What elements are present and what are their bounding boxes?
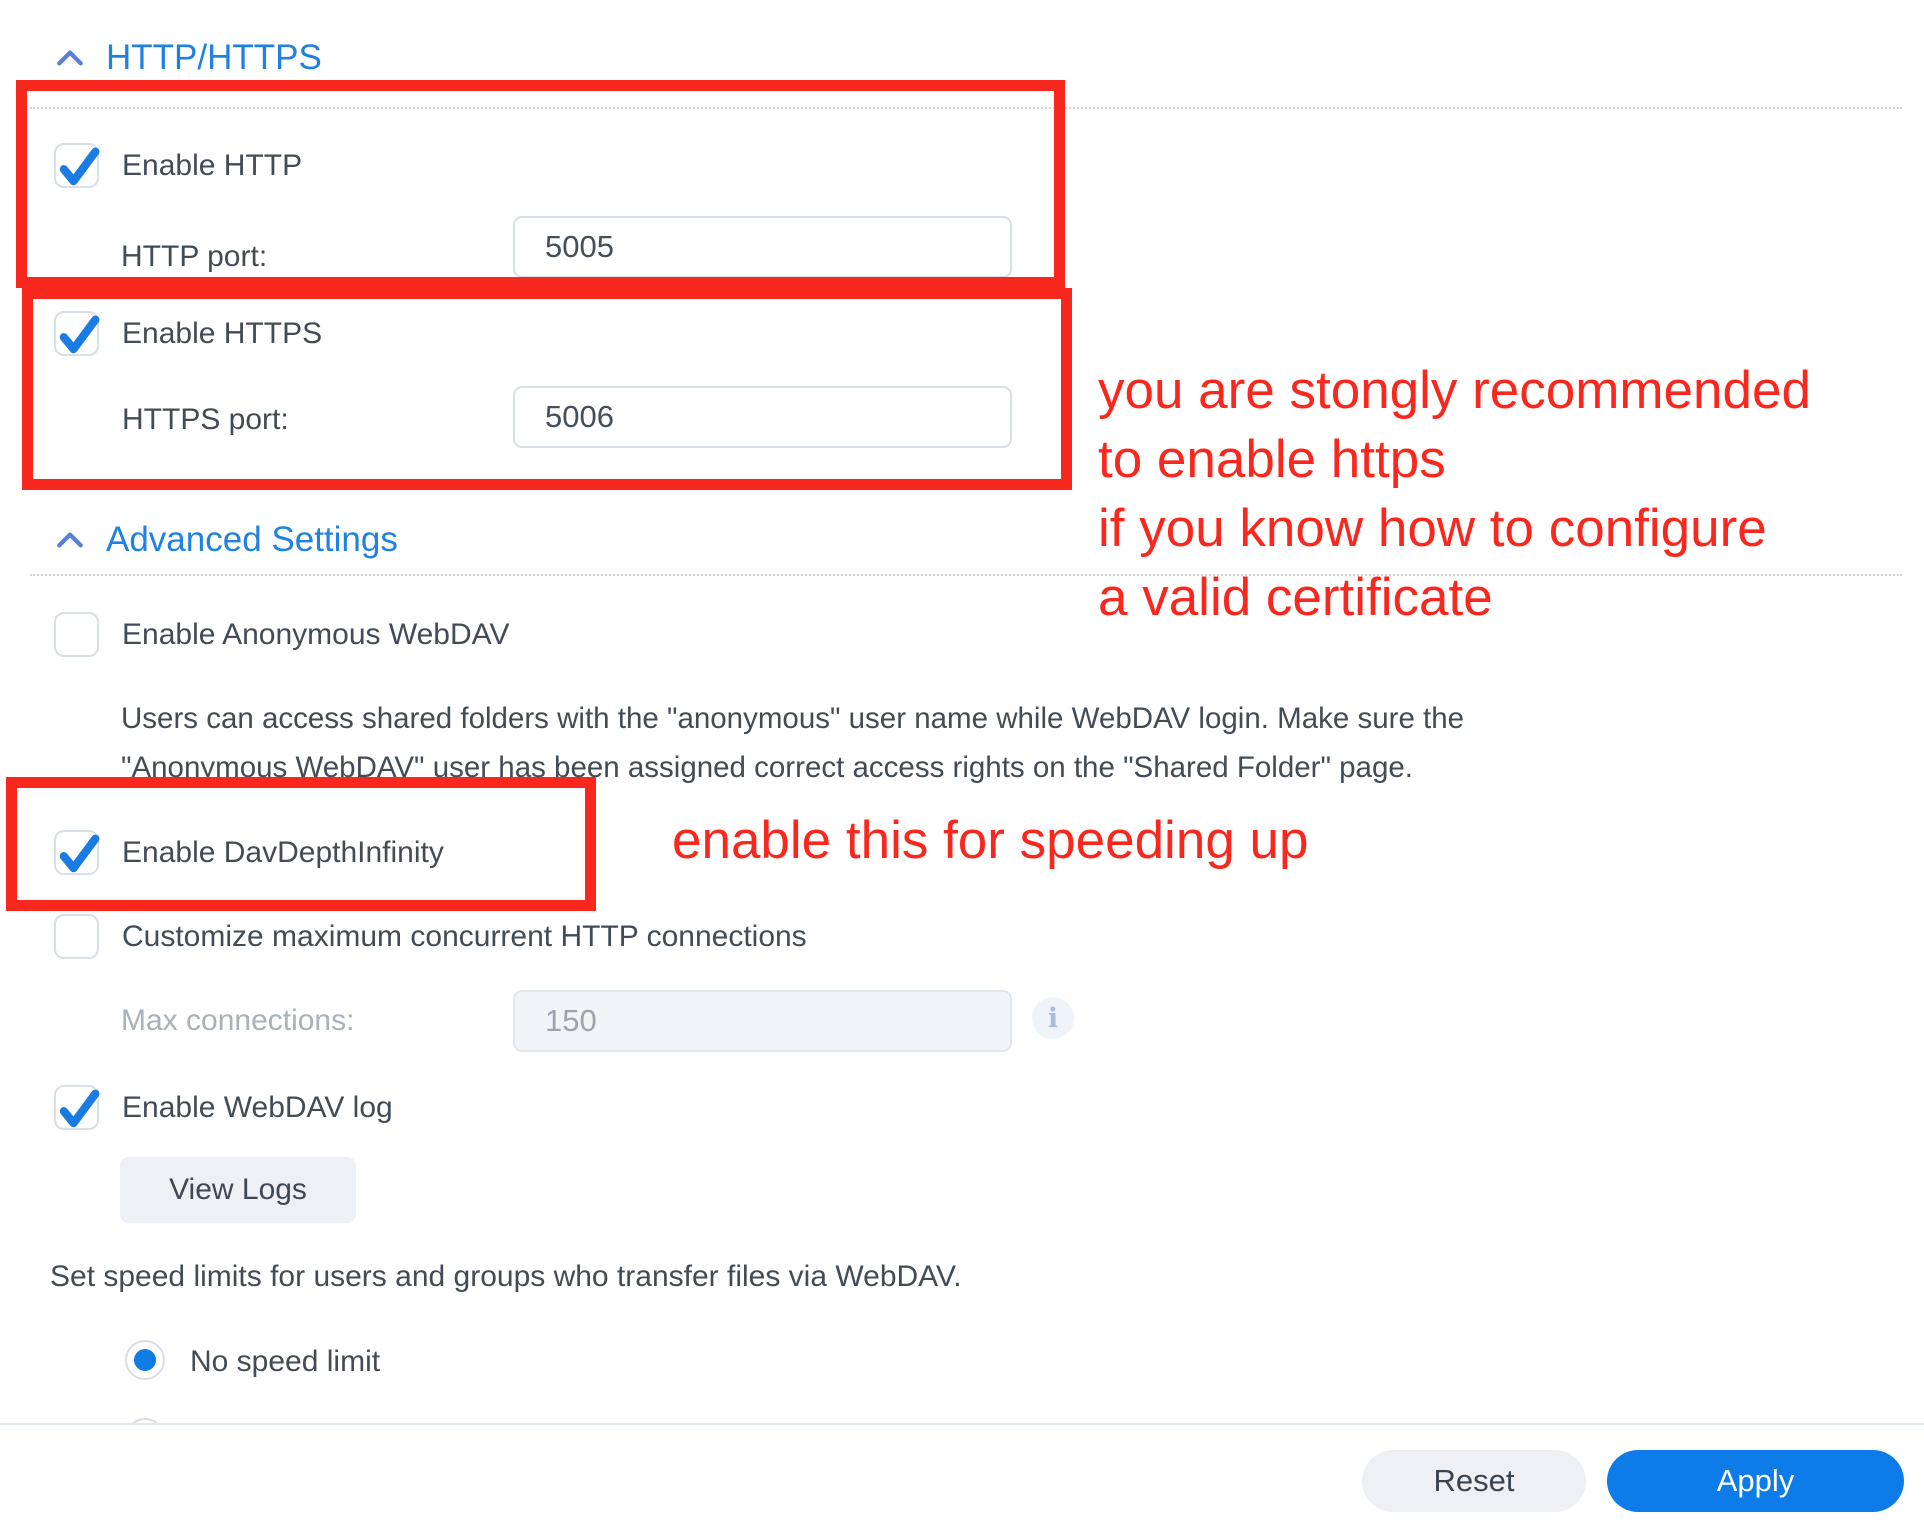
http-port-input[interactable]: [513, 216, 1012, 278]
enable-webdav-log-checkbox[interactable]: [54, 1085, 99, 1130]
https-port-label: HTTPS port:: [122, 403, 289, 436]
section-title: HTTP/HTTPS: [106, 38, 322, 77]
annotation-line: to enable https: [1098, 430, 1446, 489]
no-speed-limit-radio[interactable]: [125, 1340, 165, 1380]
info-icon-glyph: i: [1047, 1002, 1059, 1034]
enable-https-checkbox[interactable]: [54, 311, 99, 356]
chevron-up-icon: [56, 47, 84, 69]
enable-http-label: Enable HTTP: [122, 149, 303, 182]
chevron-up-icon: [56, 529, 84, 551]
section-title: Advanced Settings: [106, 520, 398, 559]
check-icon: [54, 311, 103, 360]
max-connections-input: [513, 990, 1012, 1052]
section-header-advanced-settings[interactable]: [56, 518, 398, 562]
annotation-line: a valid certificate: [1098, 568, 1493, 627]
reset-button[interactable]: Reset: [1362, 1450, 1586, 1512]
annotation-line: if you know how to configure: [1098, 499, 1767, 558]
https-port-input[interactable]: [513, 386, 1012, 448]
enable-davdepthinfinity-checkbox[interactable]: [54, 830, 99, 875]
info-icon[interactable]: [1032, 997, 1074, 1039]
annotation-line: you are stongly recommended: [1098, 361, 1811, 420]
check-icon: [54, 1085, 103, 1134]
customize-max-connections-label: Customize maximum concurrent HTTP connections: [122, 920, 807, 953]
enable-http-checkbox[interactable]: [54, 143, 99, 188]
annotation-https-note: [1098, 356, 1811, 632]
no-speed-limit-label: No speed limit: [190, 1345, 381, 1378]
http-port-label: HTTP port:: [121, 240, 268, 273]
view-logs-button[interactable]: View Logs: [120, 1157, 356, 1223]
enable-https-label: Enable HTTPS: [122, 317, 323, 350]
apply-button[interactable]: Apply: [1607, 1450, 1904, 1512]
anonymous-webdav-description: [121, 694, 1464, 792]
footer-bar: [0, 1423, 1924, 1524]
max-connections-label: Max connections:: [121, 1004, 355, 1037]
enable-webdav-log-label: Enable WebDAV log: [122, 1091, 393, 1124]
description-line: Users can access shared folders with the "anonymous" user name while WebDAV login. Make sure the: [121, 702, 1465, 735]
check-icon: [54, 143, 103, 192]
description-line: "Anonymous WebDAV" user has been assigned correct access rights on the "Shared Folder" page.: [121, 751, 1413, 784]
check-icon: [54, 830, 103, 879]
enable-anonymous-webdav-label: Enable Anonymous WebDAV: [122, 618, 510, 651]
speed-limit-text: Set speed limits for users and groups who transfer files via WebDAV.: [50, 1260, 962, 1293]
customize-max-connections-checkbox[interactable]: [54, 914, 99, 959]
radio-dot: [134, 1349, 156, 1371]
annotation-davdepth-note: enable this for speeding up: [672, 811, 1309, 870]
enable-davdepthinfinity-label: Enable DavDepthInfinity: [122, 836, 444, 869]
section-divider: [30, 107, 1902, 109]
enable-anonymous-webdav-checkbox[interactable]: [54, 612, 99, 657]
section-header-http-https[interactable]: [56, 36, 322, 80]
